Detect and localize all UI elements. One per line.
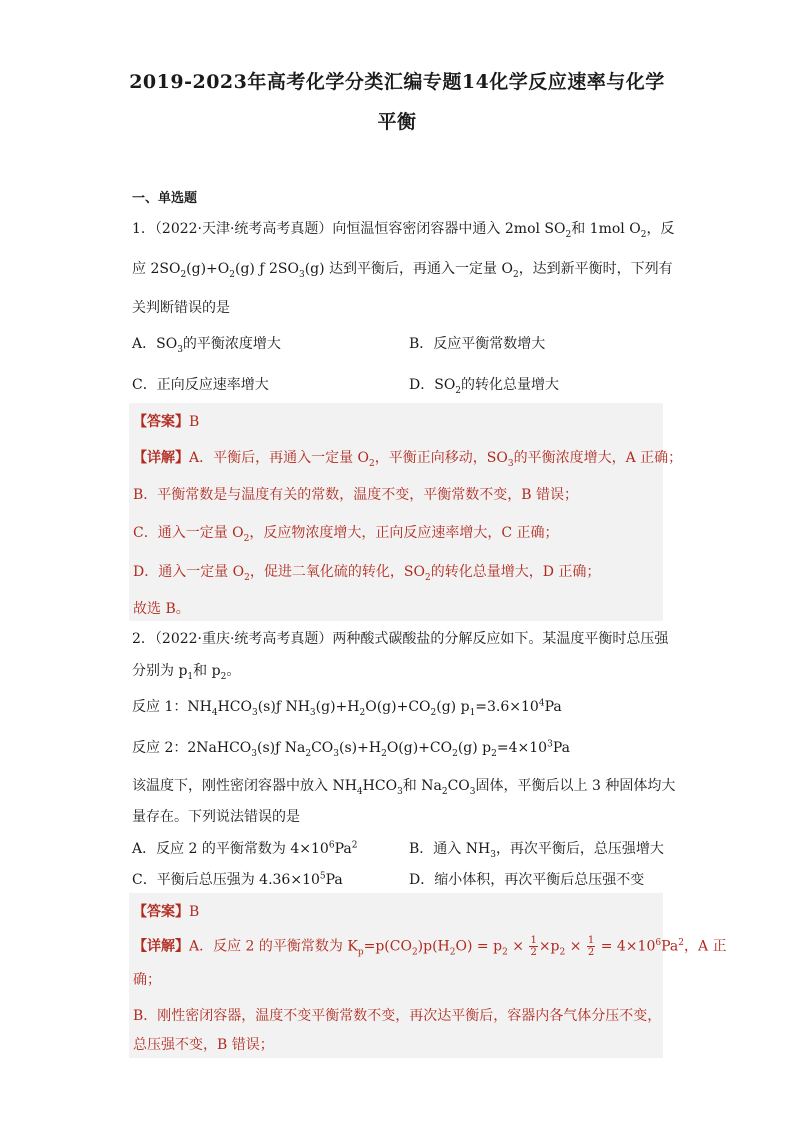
- q1-answer: 【答案】B: [133, 414, 200, 430]
- q2-option-b: B．通入 $NH_3$，再次平衡后，总压强增大: [409, 841, 664, 860]
- equilibrium-arrow-icon: ƒ: [275, 740, 281, 756]
- fraction-one-half: $\frac{1}{2}$: [587, 935, 595, 958]
- q2-stem-line-2: 分别为 $p_1$和 $p_2$。: [132, 663, 241, 682]
- q2-reaction-2: 反应 2：2NaHCO$_3$(s)ƒ $Na_2CO_3(s)+H_2O(g)+CO_2(g)$ $p_2=4\times 10^3Pa$: [132, 739, 570, 759]
- fraction-one-half: $\frac{1}{2}$: [530, 935, 537, 958]
- title-line-2: 平衡: [377, 111, 417, 133]
- q1-option-c: C．正向反应速率增大: [132, 377, 269, 393]
- q1-detail-line-2: B．平衡常数是与温度有关的常数，温度不变，平衡常数不变，B 错误；: [133, 487, 579, 503]
- q1-detail-line-1: 【详解】A．平衡后，再通入一定量 $O_2$，平衡正向移动，$SO_3$的平衡浓度增大，A 正确；: [133, 450, 683, 469]
- q2-stem-line-6: 量存在。下列说法错误的是: [132, 809, 300, 825]
- q2-answer: 【答案】B: [133, 904, 200, 920]
- q2-detail-line-3: B．刚性密闭容器，温度不变平衡常数不变，再次达平衡后，容器内各气体分压不变，: [133, 1008, 662, 1024]
- q2-option-a: A．反应 2 的平衡常数为 $4\times 10^6Pa^2$: [132, 840, 358, 857]
- q2-stem-line-1: 2．（2022·重庆·统考高考真题）两种酸式碳酸盐的分解反应如下。某温度平衡时总压强: [132, 631, 669, 647]
- q2-detail-line-4: 总压强不变，B 错误；: [133, 1037, 274, 1053]
- q2-answer-block: [129, 893, 727, 1058]
- q2-reaction-1: 反应 1：$NH_4HCO_3(s)ƒ$ $NH_3(g)+H_2O(g)+CO_2(g)$ $p_1=3.6\times 10^4Pa$: [132, 698, 562, 718]
- q1-option-b: B．反应平衡常数增大: [409, 336, 546, 352]
- document-title: [110, 62, 684, 142]
- q2-detail-line-2: 确；: [133, 972, 161, 988]
- q2-option-d: D．缩小体积，再次平衡后总压强不变: [409, 872, 645, 888]
- q1-stem-line-3: 关判断错误的是: [132, 300, 230, 316]
- q1-detail-line-4: D．通入一定量 $O_2$，促进二氧化硫的转化，$SO_2$的转化总量增大，D 正确；: [133, 564, 601, 583]
- section-heading: 一、单选题: [132, 191, 198, 206]
- q1-option-d: D．$SO_2$的转化总量增大: [409, 377, 560, 396]
- q1-answer-block: [129, 403, 683, 621]
- q1-detail-line-5: 故选 B。: [133, 601, 190, 617]
- q2-stem-line-5: 该温度下，刚性密闭容器中放入 $NH_4HCO_3$和 $Na_2CO_3$固体，平衡后以上 3 种固体均大: [132, 778, 676, 797]
- q1-option-a: A．$SO_3$的平衡浓度增大: [132, 336, 281, 355]
- q1-detail-line-3: C．通入一定量 $O_2$，反应物浓度增大，正向反应速率增大，C 正确；: [133, 525, 559, 544]
- q2-option-c: C．平衡后总压强为 $4.36\times 10^5Pa$: [132, 871, 343, 888]
- title-line-1: 2019-2023年高考化学分类汇编专题14化学反应速率与化学: [129, 71, 665, 93]
- equilibrium-arrow-icon: ƒ: [275, 699, 281, 715]
- q1-stem-line-2: 应 $2SO_2(g)+O_2(g)$ ƒ $2SO_3(g)$ 达到平衡后，再通入一定量 $O_2$，达到新平衡时，下列有: [132, 261, 673, 280]
- q2-detail-line-1: 【详解】A．反应 2 的平衡常数为 $K_p=p(CO_2)p(H_2O) = p_2$ × $\frac{1}{2}$ $\times p_2$ × $\frac{1}{2}$ = $4\times 10^6Pa^2$，A 正: [133, 935, 727, 958]
- q1-stem-line-1: 1．（2022·天津·统考高考真题）向恒温恒容密闭容器中通入 2mol $SO_2$和 1mol $O_2$，反: [132, 221, 675, 240]
